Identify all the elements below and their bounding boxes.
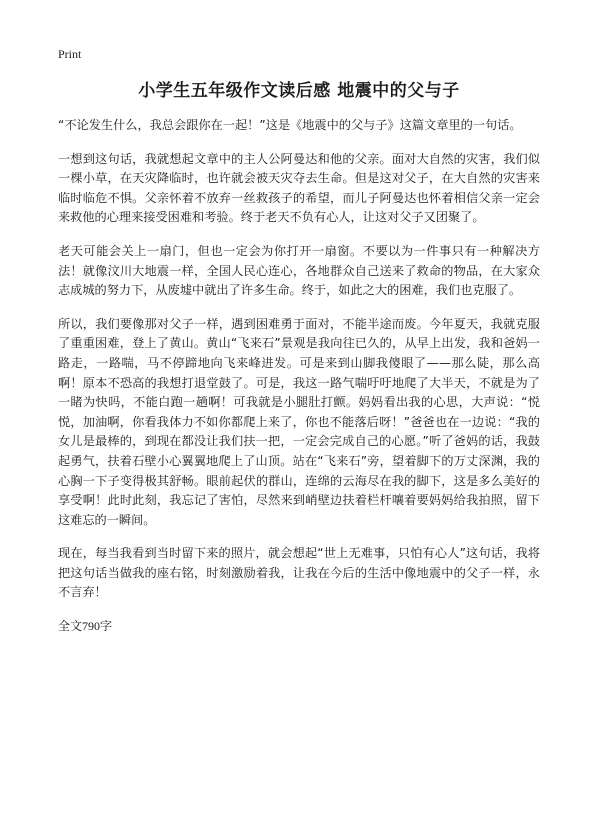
word-count-number: 790 — [82, 619, 101, 634]
word-count-suffix: 字 — [100, 619, 113, 634]
article-body — [58, 116, 540, 635]
paragraph-1: “不论发生什么，我总会跟你在一起！”这是《地震中的父与子》这篇文章里的一句话。 — [58, 118, 522, 132]
word-count — [58, 617, 540, 635]
print-link[interactable]: Print — [58, 47, 82, 61]
paragraph-2: 一想到这句话，我就想起文章中的主人公阿曼达和他的父亲。面对大自然的灾害，我们似一棵小草，在天灾降临时，也许就会被天灾夺去生命。但是这对父子，在大自然的灾害来临时临危不惧。父亲怀着不放弃一丝救孩子的希望，而儿子阿曼达也怀着相信父亲一定会来救他的心理来接受困难和考验。终于老天不负有心人，让这对父子又团聚了。 — [58, 151, 540, 225]
paragraph-5: 现在，每当我看到当时留下来的照片，就会想起“世上无难事，只怕有心人”这句话，我将把这句话当做我的座右铭，时刻激励着我，让我在今后的生活中像地震中的父子一样，永不言弃！ — [58, 546, 540, 600]
paragraph-3: 老天可能会关上一扇门，但也一定会为你打开一扇窗。不要以为一件事只有一种解决方法！就像汶川大地震一样，全国人民心连心，各地群众自己送来了救命的物品，在大家众志成城的努力下，从废墟中就出了许多生命。终于，如此之大的困难，我们也克服了。 — [58, 243, 540, 298]
word-count-prefix: 全文 — [58, 619, 83, 634]
article-title: 小学生五年级作文读后感 地震中的父与子 — [138, 81, 460, 101]
paragraph-4: 所以，我们要像那对父子一样，遇到困难勇于面对，不能半途而废。今年夏天，我就克服了重重困难，登上了黄山。黄山“飞来石”景观是我向往已久的，从早上出发，我和爸妈一路走，一路喘，马不停蹄地向飞来峰进发。可是来到山脚我傻眼了——那么陡，那么高啊！原本不恐高的我想打退堂鼓了。可是，我这一路气喘吁吁地爬了大半天，不就是为了一睹为快吗，不能白跑一趟啊！可我就是小腿肚打颤。妈妈看出我的心思，大声说：“悦悦，加油啊，你看我体力不如你都爬上来了，你也不能落后呀！”爸爸也在一边说：“我的女儿是最棒的，到现在都没让我们扶一把，一定会完成自己的心愿。”听了爸妈的话，我鼓起勇气，扶着石壁小心翼翼地爬上了山顶。站在“飞来石”旁，望着脚下的万丈深渊，我的心胸一下子变得极其舒畅。眼前起伏的群山，连绵的云海尽在我的脚下，这是多么美好的享受啊！此时此刻，我忘记了害怕，尽然来到峭壁边扶着栏杆嚷着要妈妈给我拍照，留下这难忘的一瞬间。 — [58, 316, 540, 527]
